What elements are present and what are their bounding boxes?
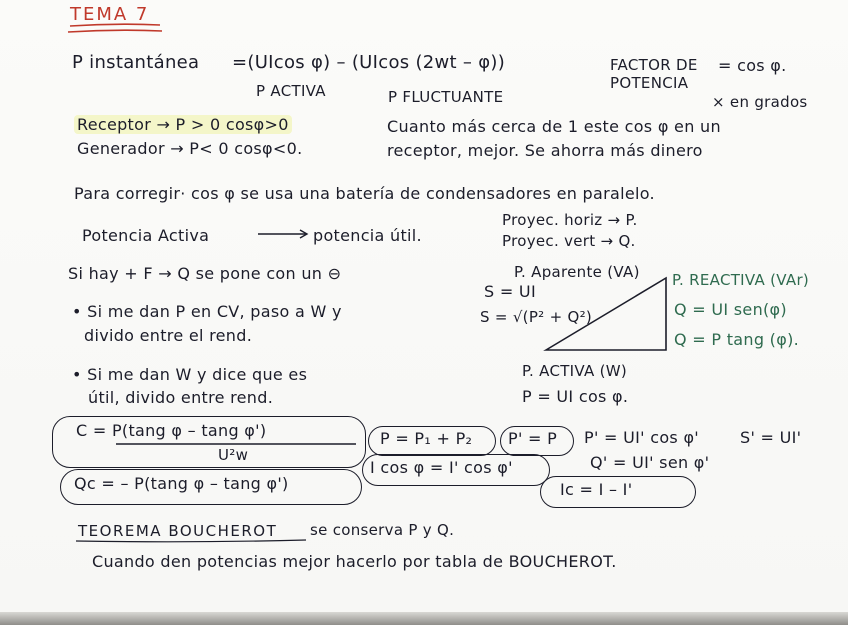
boucherot-title: TEOREMA BOUCHEROT	[78, 522, 278, 540]
ic-formula: Ic = I – I'	[560, 480, 633, 499]
horizontal-projection: Proyec. horiz → P.	[502, 211, 638, 229]
fluctuating-power-label: P FLUCTUANTE	[388, 88, 504, 106]
receptor-line: Receptor → P > 0 cosφ>0	[74, 115, 292, 134]
capacitance-denominator: U²w	[218, 446, 249, 464]
vertical-projection: Proyec. vert → Q.	[502, 232, 636, 250]
instant-power-formula: =(UIcos φ) – (UIcos (2wt – φ))	[232, 52, 506, 73]
boucherot-note: Cuando den potencias mejor hacerlo por tabla de BOUCHEROT.	[92, 552, 617, 571]
qc-formula: Qc = – P(tang φ – tang φ')	[74, 474, 289, 493]
correction-note: Para corregir· cos φ se usa una batería de condensadores en paralelo.	[74, 184, 655, 203]
p-prime-formula: P' = P	[508, 429, 558, 448]
bullet-w-line-2: útil, divido entre rend.	[88, 388, 274, 407]
bullet-cv-line-2: divido entre el rend.	[84, 326, 253, 345]
reactive-power-sin: Q = UI sen(φ)	[674, 300, 787, 319]
power-factor-label: FACTOR DE POTENCIA	[610, 56, 698, 92]
capacitance-numerator: C = P(tang φ – tang φ')	[76, 421, 267, 440]
active-power-text: Potencia Activa	[82, 226, 210, 245]
degrees-note: × en grados	[712, 93, 808, 111]
capacitive-note: Si hay + F → Q se pone con un ⊖	[68, 264, 342, 283]
apparent-power-formula: S = UI	[484, 282, 536, 301]
page-title: TEMA 7	[70, 4, 150, 25]
active-power-label-triangle: P. ACTIVA (W)	[522, 362, 628, 380]
reactive-power-label: P. REACTIVA (VAr)	[672, 271, 810, 289]
p-sum-formula: P = P₁ + P₂	[380, 429, 473, 448]
icos-formula: I cos φ = I' cos φ'	[370, 458, 513, 477]
useful-power-text: potencia útil.	[313, 226, 422, 245]
reactive-power-tan: Q = P tang (φ).	[674, 330, 799, 349]
boucherot-rest: se conserva P y Q.	[310, 521, 455, 539]
bullet-cv-line-1: • Si me dan P en CV, paso a W y	[72, 302, 342, 321]
generator-line: Generador → P< 0 cosφ<0.	[77, 139, 303, 158]
power-factor-value: = cos φ.	[718, 56, 787, 75]
active-power-formula: P = UI cos φ.	[522, 387, 629, 406]
p-prime-power: P' = UI' cos φ'	[584, 428, 699, 447]
apparent-power-root: S = √(P² + Q²)	[480, 308, 593, 326]
apparent-power-label: P. Aparente (VA)	[514, 263, 640, 281]
receptor-note-2: receptor, mejor. Se ahorra más dinero	[387, 141, 703, 160]
instant-power-label: P instantánea	[72, 52, 200, 73]
active-power-label: P ACTIVA	[256, 82, 326, 100]
q-prime-power: Q' = UI' sen φ'	[590, 453, 710, 472]
bullet-w-line-1: • Si me dan W y dice que es	[72, 365, 308, 384]
receptor-note-1: Cuanto más cerca de 1 este cos φ en un	[387, 117, 721, 136]
s-prime-power: S' = UI'	[740, 428, 802, 447]
